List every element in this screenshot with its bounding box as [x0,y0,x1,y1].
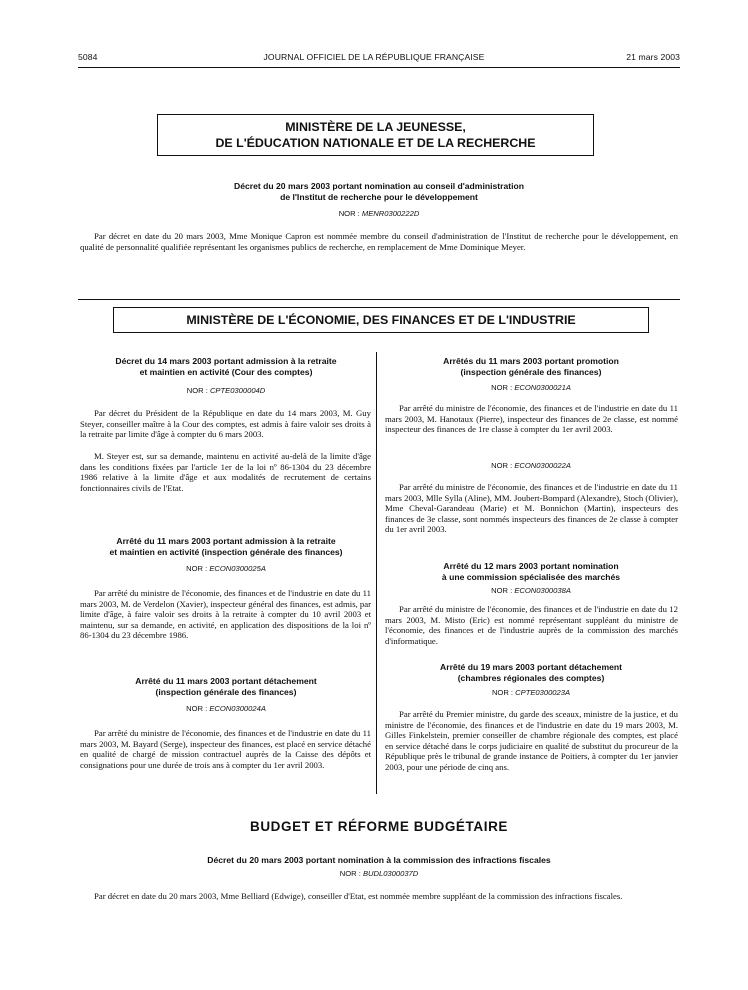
arrete-verdelon-p1: Par arrêté du ministre de l'économie, des finances et de l'industrie en date du 11 mars 2003, M. de Verdelon (Xavier), inspecteur général des finances, est admis, par limite d'âge, à faire valoir ses droits à la retraite à compter du 10 avril 2003 et maintenu, sur sa demande, en activité, en application des dispositions de la loi nº 86-1304 du 23 décembre 1986. [80,588,372,641]
nor-code: ECON0300022A [514,461,571,470]
arrete-misto-title-line1: Arrêté du 12 mars 2003 portant nomination [443,561,619,571]
nor-label: NOR : [491,461,515,470]
nor-label: NOR : [338,209,362,218]
decree-steyer-nor [78,386,374,395]
arrete-finkelstein-title [382,662,680,683]
budget-section-title: BUDGET ET RÉFORME BUDGÉTAIRE [249,819,509,834]
journal-title: JOURNAL OFFICIEL DE LA RÉPUBLIQUE FRANÇAISE [263,52,485,62]
arrete-finkelstein-title-line1: Arrêté du 19 mars 2003 portant détachement [440,662,622,672]
arretes-promotion-title [382,356,680,377]
arrete-misto-p1: Par arrêté du ministre de l'économie, des finances et de l'industrie en date du 12 mars 2003, M. Misto (Eric) est nommé représentant suppléant du ministre de l'économie, des finances et de l'industrie auprès de la commission des marchés d'informatique. [385,604,678,646]
nor-code: ECON0300025A [209,564,266,573]
page-number: 5084 [78,52,98,62]
decree-cif-title: Décret du 20 mars 2003 portant nomination à la commission des infractions fiscales [207,855,551,865]
arrete-bayard-title-line1: Arrêté du 11 mars 2003 portant détachement [135,676,317,686]
nor-label: NOR : [491,383,515,392]
nor-label: NOR : [186,386,210,395]
arretes-promotion-p2: Par arrêté du ministre de l'économie, des finances et de l'industrie en date du 11 mars 2003, Mlle Sylla (Aline), MM. Joubert-Bompard (Alexandre), Stoch (Olivier), Mme Cheval-Garandeau (Marie) et M. Bonnichon (Martin), inspecteurs des finances de 3e classe, sont nommés inspecteurs des finances de 2e classe à compter du 1er avril 2003. [385,482,678,535]
decree-steyer-title [78,356,374,377]
decree-steyer-p2: M. Steyer est, sur sa demande, maintenu en activité au-delà de la limite d'âge dans les conditions fixées par l'article 1er de la loi nº 86-1304 du 23 décembre 1986 relative à la limite d'âge et aux modalités de recrutement de certains fonctionnaires civils de l'Etat. [80,451,371,493]
ministry-jeunesse-box [157,114,594,156]
arrete-misto-title-line2: à une commission spécialisée des marchés [441,571,621,582]
ministry-economie-title: MINISTÈRE DE L'ÉCONOMIE, DES FINANCES ET DE L'INDUSTRIE [186,313,576,327]
decree-ird-title-line1: Décret du 20 mars 2003 portant nomination au conseil d'administration [233,181,524,191]
decree-ird-text: Par décret en date du 20 mars 2003, Mme Monique Capron est nommée membre du conseil d'administration de l'Institut de recherche pour le développement, en qualité de personnalité qualifiée représentant les organismes publics de recherche, en remplacement de Mme Dominique Meyer. [80,231,678,252]
decree-ird-title [78,181,680,202]
arrete-verdelon-nor [78,564,374,573]
nor-code: ECON0300038A [514,586,571,595]
arretes-promotion-title-line2: (inspection générale des finances) [460,366,602,377]
nor-code: MENR0300222D [361,209,420,218]
arrete-bayard-title-line2: (inspection générale des finances) [155,686,297,697]
ministry-jeunesse-line2: DE L'ÉDUCATION NATIONALE ET DE LA RECHERCHE [215,136,536,150]
arrete-bayard-p1: Par arrêté du ministre de l'économie, des finances et de l'industrie en date du 11 mars 2003, M. Bayard (Serge), inspecteur des finances, est placé en service détaché en qualité de chargé de mission contractuel auprès de la Caisse des dépôts et consignations pour une durée de trois ans à compter du 1er avril 2003. [80,728,371,770]
nor-code: CPTE0300023A [515,688,571,697]
decree-steyer-title-line1: Décret du 14 mars 2003 portant admission à la retraite [115,356,337,366]
nor-code: ECON0300021A [514,383,571,392]
arrete-finkelstein-title-line2: (chambres régionales des comptes) [457,672,605,683]
arrete-finkelstein-nor [382,688,680,697]
arrete-finkelstein-p1: Par arrêté du Premier ministre, du garde des sceaux, ministre de la justice, et du ministre de l'économie, des finances et de l'industrie en date du 19 mars 2003, M. Gilles Finkelstein, premier conseiller de chambre régionale des comptes, est placé en service détaché dans le corps judiciaire en qualité de substitut du procureur de la République près le tribunal de grande instance de Poitiers, à compter du 1er janvier 2003, pour une période de cinq ans. [385,709,678,772]
nor-label: NOR : [339,869,363,878]
arretes-promotion-nor [382,383,680,392]
nor-code: BUDL0300037D [362,869,419,878]
arrete-bayard-nor [78,704,374,713]
arretes-promotion-nor2 [382,461,680,470]
decree-ird-nor [78,209,680,218]
arretes-promotion-title-line1: Arrêtés du 11 mars 2003 portant promotion [443,356,619,366]
nor-code: ECON0300024A [209,704,266,713]
decree-cif-nor [78,869,680,878]
nor-label: NOR : [186,564,210,573]
issue-date: 21 mars 2003 [626,52,680,62]
ministry-jeunesse-line1: MINISTÈRE DE LA JEUNESSE, [285,120,466,134]
nor-label: NOR : [491,586,515,595]
column-divider [376,352,377,794]
arrete-bayard-title [78,676,374,697]
arretes-promotion-p1: Par arrêté du ministre de l'économie, des finances et de l'industrie en date du 11 mars 2003, M. Hanotaux (Pierre), inspecteur des finances de 2e classe, est nommé inspecteur des finances de 1re classe à compter du 1er avril 2003. [385,403,678,435]
decree-steyer-p1: Par décret du Président de la République en date du 14 mars 2003, M. Guy Steyer, conseiller maître à la Cour des comptes, est admis à faire valoir ses droits à la retraite par limite d'âge à compter du 6 mars 2003. [80,408,371,440]
arrete-verdelon-title [78,536,374,557]
arrete-verdelon-title-line2: et maintien en activité (inspection générale des finances) [109,546,343,557]
decree-ird-title-line2: de l'Institut de recherche pour le développement [280,191,478,202]
arrete-misto-title [382,561,680,582]
arrete-misto-nor [382,586,680,595]
decree-steyer-title-line2: et maintien en activité (Cour des comptes) [139,366,313,377]
nor-label: NOR : [491,688,516,697]
decree-cif-text: Par décret en date du 20 mars 2003, Mme Belliard (Edwige), conseiller d'Etat, est nommée membre suppléant de la commission des infractions fiscales. [94,891,623,901]
arrete-verdelon-title-line1: Arrêté du 11 mars 2003 portant admission à la retraite [116,536,336,546]
header-rule [78,67,680,68]
section-rule [78,299,680,300]
ministry-economie-box [113,307,649,333]
nor-code: CPTE0300004D [209,386,266,395]
nor-label: NOR : [186,704,210,713]
